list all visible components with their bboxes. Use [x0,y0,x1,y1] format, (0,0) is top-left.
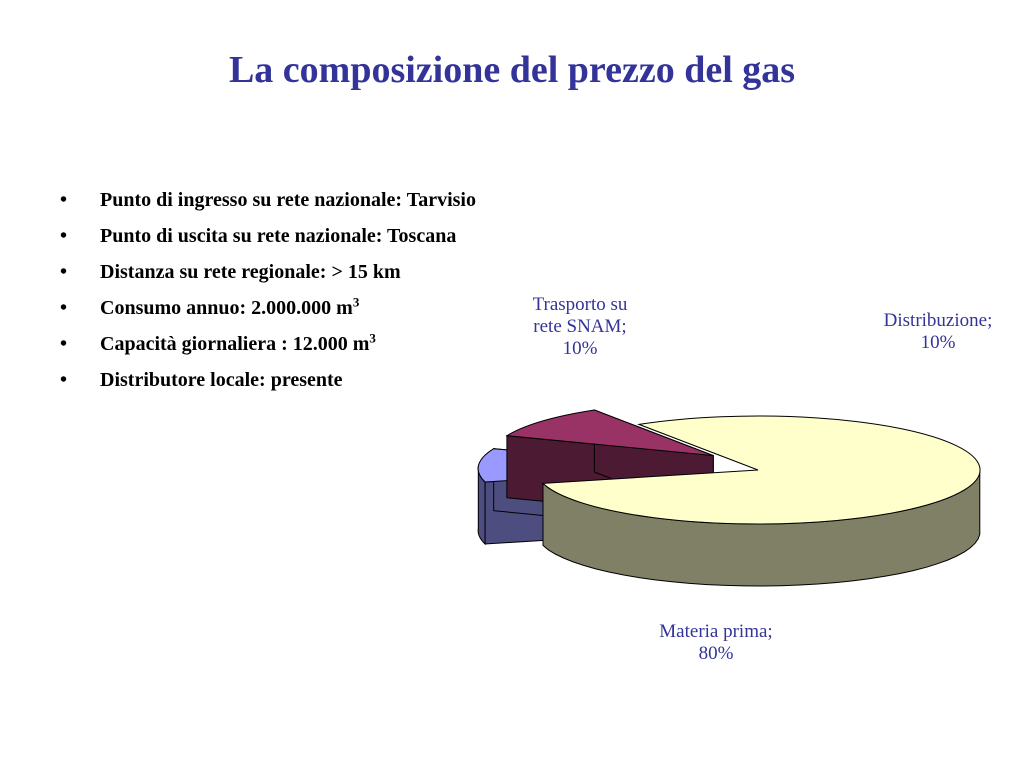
slice-label-distribuzione [884,310,993,353]
slice-label-line: rete SNAM; [533,316,627,337]
slice-label-line: 10% [562,338,598,359]
bullet-text: Consumo annuo: 2.000.000 m [100,297,353,319]
slice-label-line: Materia prima; [659,621,773,642]
bullet-text: Capacità giornaliera : 12.000 m [100,333,370,355]
bullet-dot-icon: • [60,369,68,391]
slice-label-trasporto-su-rete-snam [533,294,628,359]
bullet-superscript: 3 [352,294,360,310]
slice-label-line: Distribuzione; [883,310,993,331]
bullet-dot-icon: • [60,333,68,355]
slide-title: La composizione del prezzo del gas [228,49,796,91]
bullet-text: Distanza su rete regionale: > 15 km [100,261,401,283]
bullet-dot-icon: • [60,225,68,247]
slice-label-line: 10% [920,332,956,353]
slice-label-materia-prima [659,621,772,664]
bullet-dot-icon: • [60,261,68,283]
bullet-text: Distributore locale: presente [100,369,343,391]
bullet-text: Punto di ingresso su rete nazionale: Tarvisio [100,189,476,211]
bullet-superscript: 3 [369,330,376,346]
bullet-dot-icon: • [60,189,68,211]
slice-label-line: Trasporto su [532,294,628,315]
bullet-dot-icon: • [60,297,68,319]
bullet-text: Punto di uscita su rete nazionale: Toscana [100,225,457,247]
slice-label-line: 80% [698,643,734,664]
